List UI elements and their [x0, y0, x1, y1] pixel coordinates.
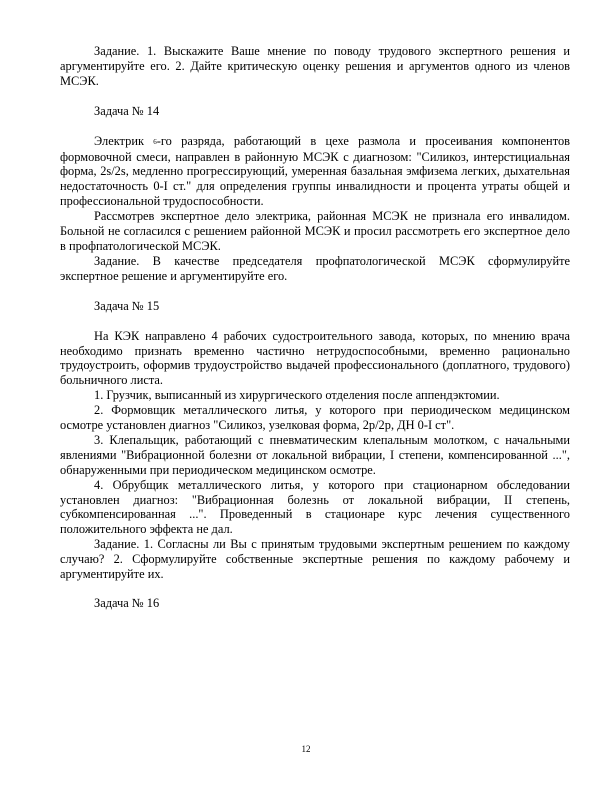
- task-15-item-3: 3. Клепальщик, работающий с пневматическим клепальным молотком, с начальными явлениями "Вибрационной болезни от локальной вибрации, I степени, компенсированной ...", обнаруженными при периодическом медицинском осмотре.: [60, 432, 570, 477]
- task-15-item-4: 4. Обрубщик металлического литья, у которого при стационарном обследовании установлен диагноз: "Вибрационная болезнь от локальной вибрации, II степень, субкомпенсированная ...". Проведенный в стационаре курс лечения существенного положительного эффекта не дал.: [60, 477, 570, 537]
- task-15-item-2: 2. Формовщик металлического литья, у которого при периодическом медицинском осмотре установлен диагноз "Силикоз, узелковая форма, 2р/2р, ДН 0-I ст".: [60, 403, 570, 433]
- task-15-item-1: 1. Грузчик, выписанный из хирургического отделения после аппендэктомии.: [94, 388, 500, 403]
- task-15-task: Задание. 1. Согласны ли Вы с принятым трудовыми экспертным решением по каждому случаю? 2. Сформулируйте собственные экспертные решения по каждому рабочему и аргументируйте их.: [60, 537, 570, 582]
- page-content: [60, 44, 570, 611]
- task-16-heading: Задача № 16: [94, 596, 160, 610]
- task-14-p1-rest: -го разряда, работающий в цехе размола и просеивания компонентов формовочной смеси, направлен в районную МСЭК с диагнозом: "Силикоз, интерстициальная форма, 2s/2s, медленно прогрессирующий, умеренная базальная эмфизема легких, дыхательная недостаточность 0-I ст." для определения группы инвалидности и процента утраты общей и профессиональной трудоспособности.: [60, 133, 570, 209]
- task-14-grade: 6: [153, 137, 157, 146]
- task-14-task: Задание. В качестве председателя профпатологической МСЭК сформулируйте экспертное решение и аргументируйте его.: [60, 253, 570, 283]
- task-14-heading: Задача № 14: [94, 103, 160, 118]
- task-14-paragraph-1: [60, 134, 570, 210]
- task-15-paragraph-1: На КЭК направлено 4 рабочих судостроительного завода, которых, по мнению врача необходимо признать временно частично нетрудоспособными, временно рационально трудоустроить, оформив трудоустройство выдачей профессионального (доплатного, трудового) больничного листа.: [60, 328, 570, 388]
- task-14-p1-start: Электрик: [94, 133, 154, 148]
- task-14-paragraph-2: Рассмотрев экспертное дело электрика, районная МСЭК не признала его инвалидом. Больной не согласился с решением районной МСЭК и просил рассмотреть его экспертное дело в профпатологической МСЭК.: [60, 209, 570, 253]
- page-number: 12: [301, 744, 311, 754]
- intro-task-paragraph: Задание. 1. Выскажите Ваше мнение по поводу трудового экспертного решения и аргументируйте его. 2. Дайте критическую оценку решения и аргументов одного из членов МСЭК.: [60, 44, 570, 88]
- task-15-heading: Задача № 15: [94, 298, 160, 313]
